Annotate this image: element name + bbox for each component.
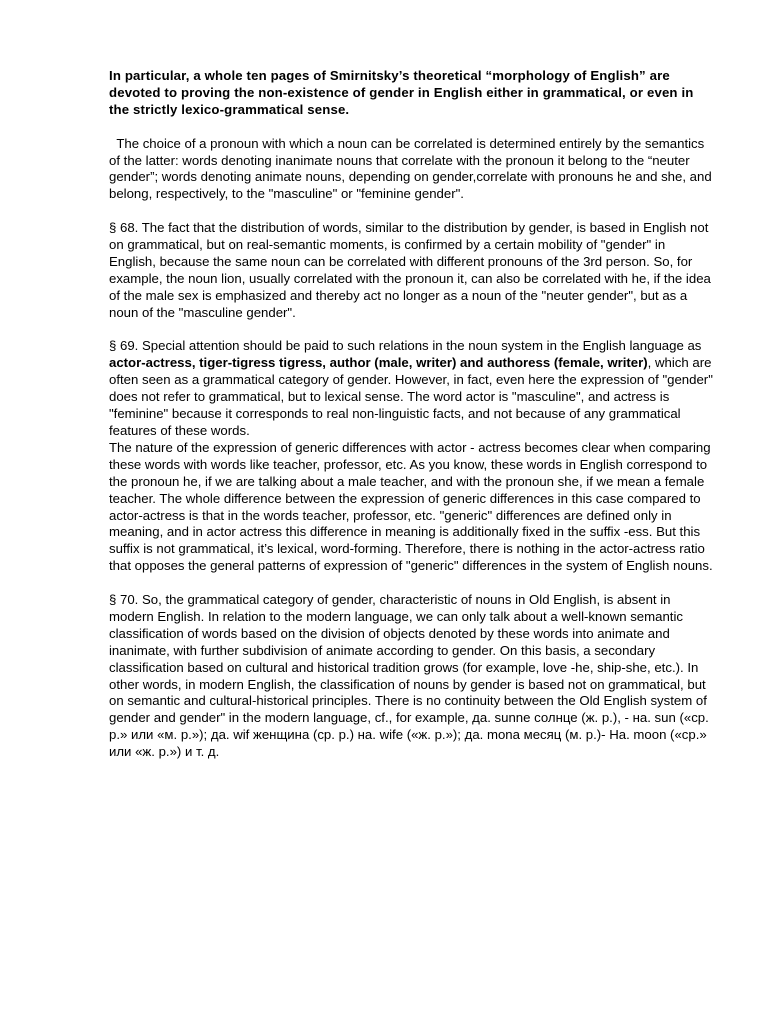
- document-page: [109, 68, 715, 761]
- pronoun-choice-paragraph: The choice of a pronoun with which a noun can be correlated is determined entirely by the semantics of the latter: words denoting inanimate nouns that correlate with the pronoun it belong to the “neuter gender”; words denoting animate nouns, depending on gender,correlate with pronouns he and she, and belong, respectively, to the "masculine" or "feminine gender".: [109, 135, 712, 202]
- section-70-paragraph: § 70. So, the grammatical category of gender, characteristic of nouns in Old English, is absent in modern English. In relation to the modern language, we can only talk about a well-known semantic classification of words based on the division of objects denoted by these words into animate and inanimate, with further subdivision of animate according to gender. On this basis, a secondary classification based on cultural and historical tradition grows (for example, love -he, ship-she, etc.). In other words, in modern English, the classification of nouns by gender is based not on grammatical, but on semantic and cultural-historical principles. There is no continuity between the Old English system of gender and gender" in the modern language, cf., for example, да. sunne солнце (ж. р.), - на. sun («ср. р.» или «м. р.»); да. wif женщина (ср. р.) на. wife («ж. р.»); да. mona месяц (м. р.)- Ha. moon («ср.» или «ж. р.») и т. д.: [109, 592, 709, 760]
- paragraph-gap: [109, 119, 715, 136]
- paragraph-gap: [109, 322, 715, 339]
- intro-paragraph: In particular, a whole ten pages of Smirnitsky’s theoretical “morphology of English” are devoted to proving the non-existence of gender in English either in grammatical, or even in the strictly lexico-grammatical sense.: [109, 68, 694, 117]
- section-69-paragraph: [109, 338, 715, 439]
- section-69-bold-examples: actor-actress, tiger-tigress tigress, author (male, writer) and authoress (female, writer): [109, 355, 648, 371]
- paragraph-gap: [109, 575, 715, 592]
- generic-differences-paragraph: The nature of the expression of generic differences with actor - actress becomes clear when comparing these words with words like teacher, professor, etc. As you know, these words in English correspond to the pronoun he, if we are talking about a male teacher, and with the pronoun she, if we mean a female teacher. The whole difference between the expression of generic differences in this case compared to actor-actress is that in the words teacher, professor, etc. "generic" differences are defined only in meaning, and in actor actress this difference in meaning is additionally fixed in the suffix -ess. But this suffix is not grammatical, it’s lexical, word-forming. Therefore, there is nothing in the actor-actress ratio that opposes the general patterns of expression of "generic" differences in the system of English nouns.: [109, 439, 713, 574]
- section-69-text-after: , which are often seen as a grammatical category of gender. However, in fact, even here the expression of "gender" does not refer to grammatical, but to lexical sense. The word actor is "masculine", and actress is "feminine" because it corresponds to real non-linguistic facts, and not because of any grammatical features of these words.: [109, 355, 713, 438]
- section-68-paragraph: § 68. The fact that the distribution of words, similar to the distribution by gender, is based in English not on grammatical, but on real-semantic moments, is confirmed by a certain mobility of "gender" in English, because the same noun can be correlated with different pronouns of the 3rd person. So, for example, the noun lion, usually correlated with the pronoun it, can also be correlated with he, if the idea of the male sex is emphasized and thereby act no longer as a noun of the "neuter gender", but as a noun of the "masculine gender".: [109, 220, 711, 320]
- paragraph-gap: [109, 203, 715, 220]
- section-69-text-before: § 69. Special attention should be paid to such relations in the noun system in the English language as: [109, 338, 702, 354]
